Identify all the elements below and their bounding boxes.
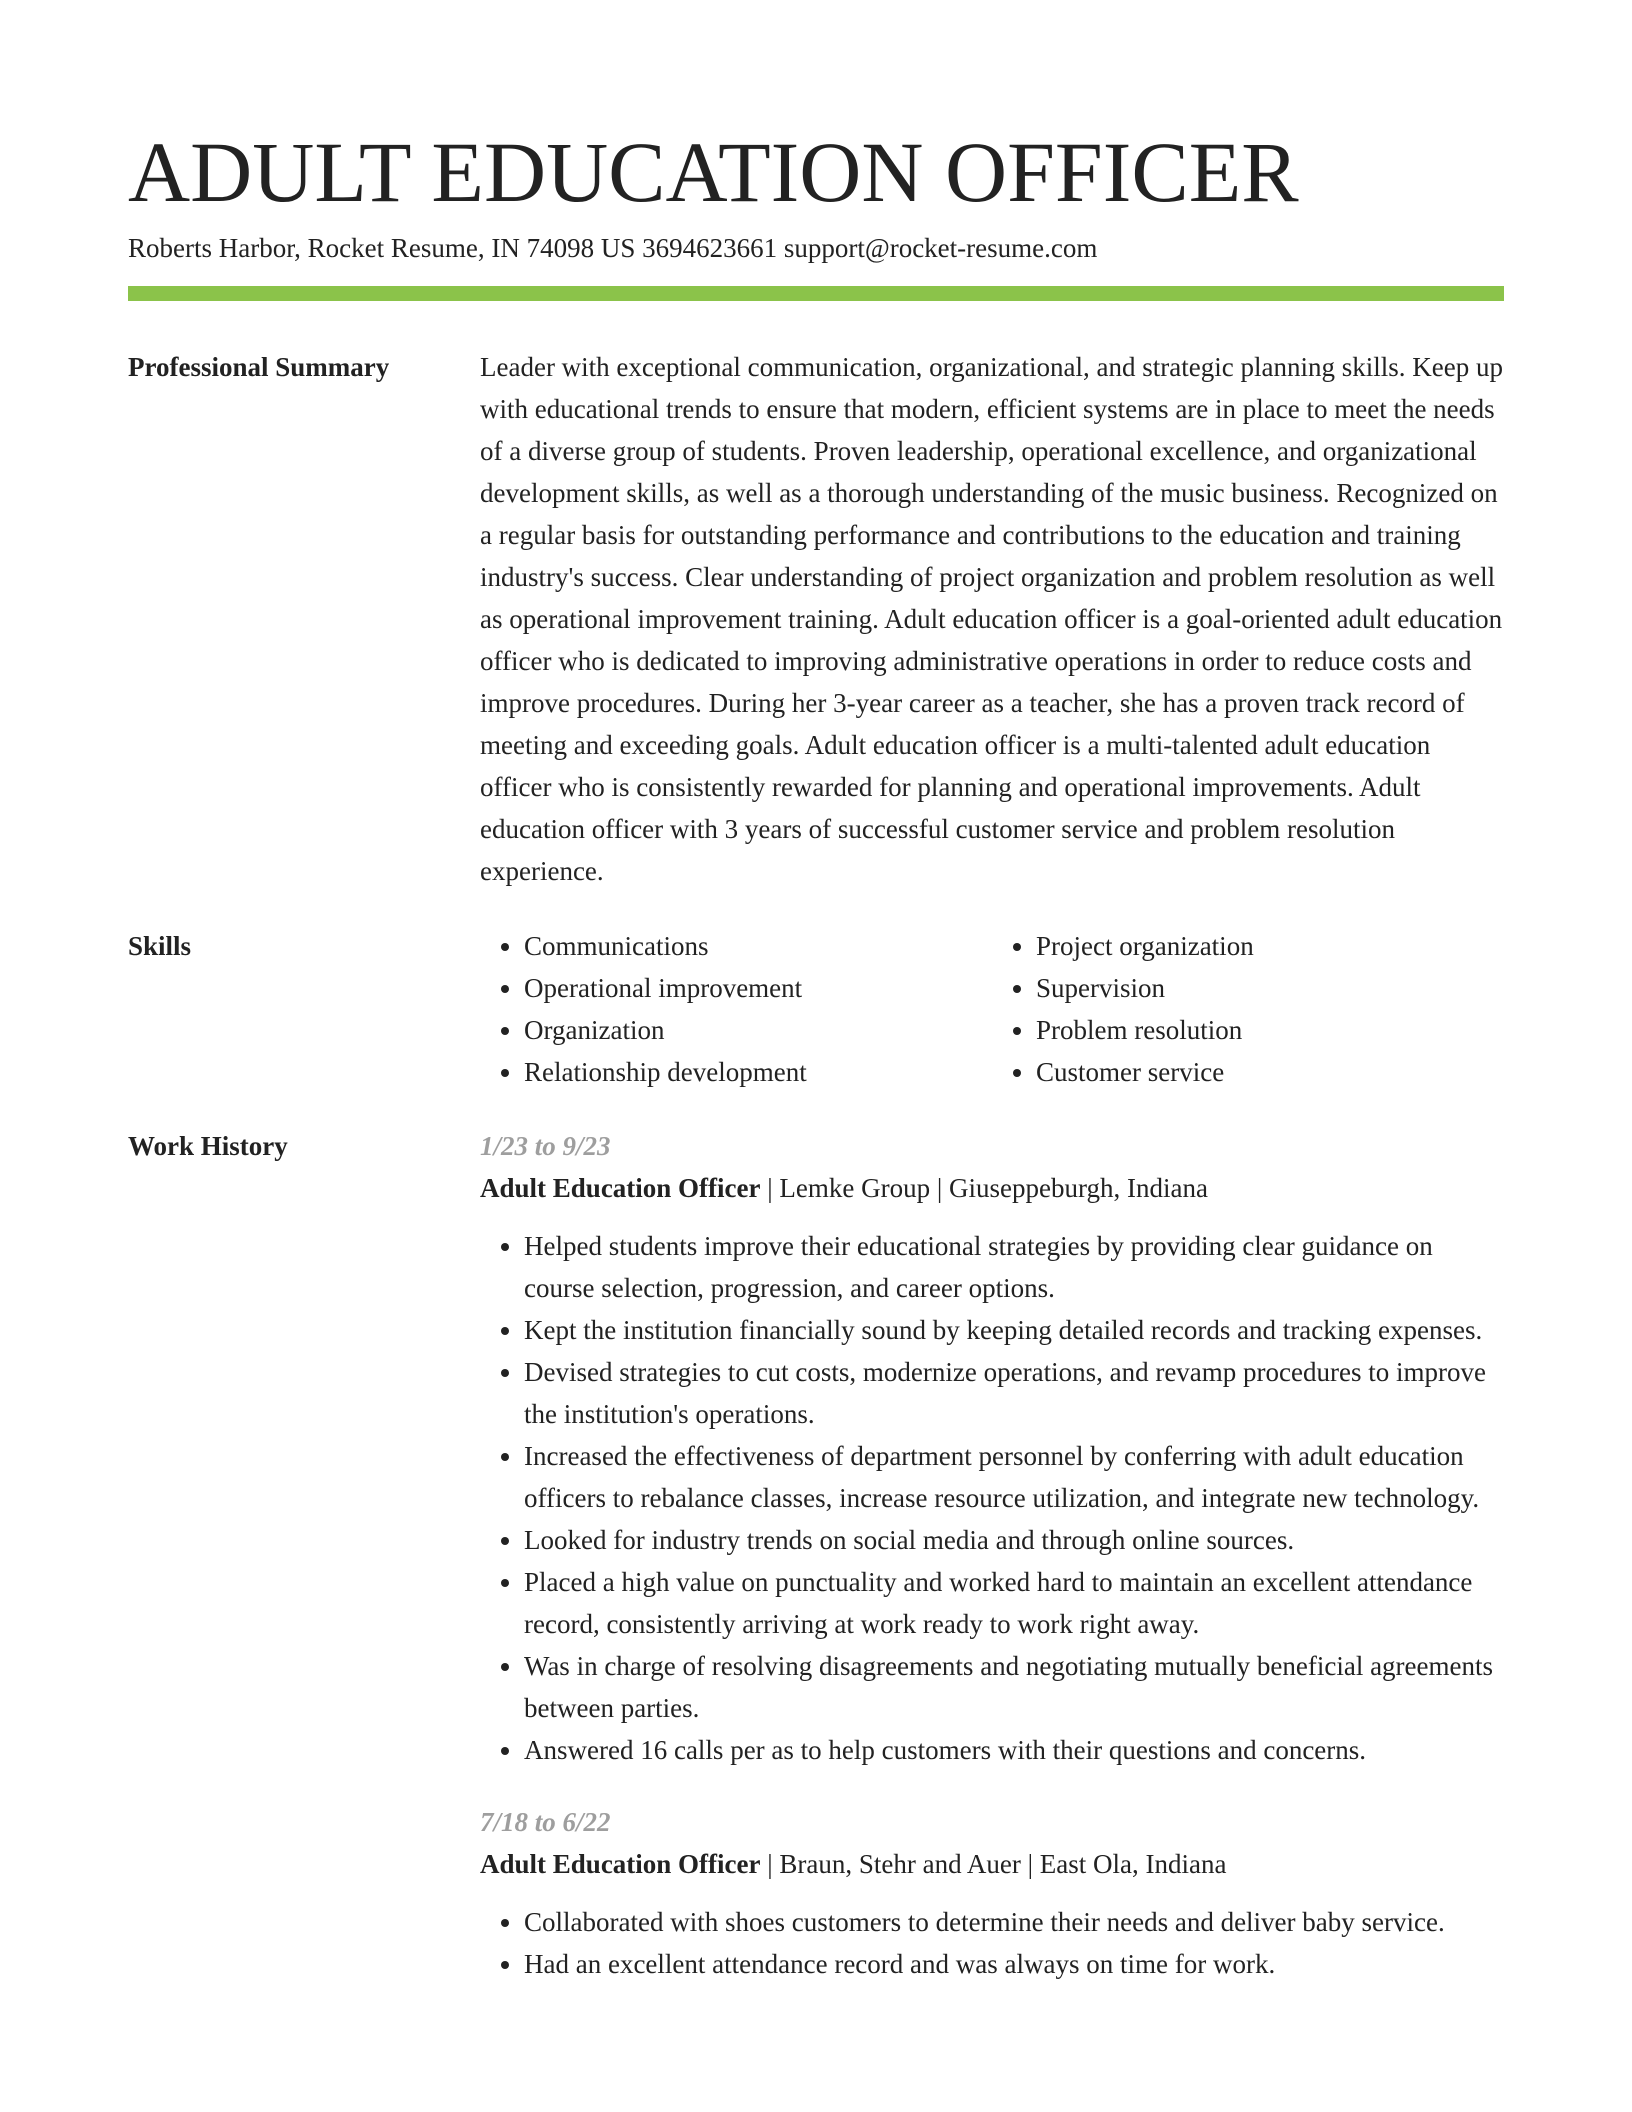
job-bullets [480, 1225, 1504, 1771]
job-entry [480, 1125, 1504, 1771]
job-dates: 1/23 to 9/23 [480, 1131, 611, 1161]
skill-item: • Project organization [1036, 925, 1504, 967]
summary-body [480, 346, 1504, 892]
job-employer: | Braun, Stehr and Auer | East Ola, Indiana [760, 1849, 1227, 1879]
resume-name: ADULT EDUCATION OFFICER [128, 124, 1299, 220]
job-bullet: • Looked for industry trends on social media and through online sources. [524, 1519, 1504, 1561]
job-bullet: • Helped students improve their educational strategies by providing clear guidance on course selection, progression, and career options. [524, 1225, 1504, 1309]
skill-item: • Problem resolution [1036, 1009, 1504, 1051]
work-heading: Work History [128, 1131, 288, 1161]
skill-item: • Communications [524, 925, 992, 967]
job-bullet: • Placed a high value on punctuality and worked hard to maintain an excellent attendance record, consistently arriving at work ready to work right away. [524, 1561, 1504, 1645]
header-divider [128, 286, 1504, 301]
skill-item: • Relationship development [524, 1051, 992, 1093]
summary-text: Leader with exceptional communication, organizational, and strategic planning skills. Keep up with educational trends to ensure that modern, efficient systems are in place to meet the needs of a diverse group of students. Proven leadership, operational excellence, and organizational development skills, as well as a thorough understanding of the music business. Recognized on a regular basis for outstanding performance and contributions to the education and training industry's success. Clear understanding of project organization and problem resolution as well as operational improvement training. Adult education officer is a goal-oriented adult education officer who is dedicated to improving administrative operations in order to reduce costs and improve procedures. During her 3-year career as a teacher, she has a proven track record of meeting and exceeding goals. Adult education officer is a multi-talented adult education officer who is consistently rewarded for planning and operational improvements. Adult education officer with 3 years of successful customer service and problem resolution experience. [480, 352, 1503, 886]
skills-columns [480, 925, 1504, 1093]
job-bullet: • Kept the institution financially sound by keeping detailed records and tracking expenses. [524, 1309, 1504, 1351]
skill-item: • Operational improvement [524, 967, 992, 1009]
job-employer: | Lemke Group | Giuseppeburgh, Indiana [760, 1173, 1208, 1203]
job-bullet: • Collaborated with shoes customers to determine their needs and deliver baby service. [524, 1901, 1504, 1943]
job-bullet: • Was in charge of resolving disagreements and negotiating mutually beneficial agreements between parties. [524, 1645, 1504, 1729]
skills-heading: Skills [128, 931, 192, 961]
job-entry [480, 1801, 1504, 1985]
job-heading [480, 1843, 1504, 1885]
job-bullets [480, 1901, 1504, 1985]
job-bullet: • Increased the effectiveness of department personnel by conferring with adult education officers to rebalance classes, increase resource utilization, and integrate new technology. [524, 1435, 1504, 1519]
work-body [480, 1125, 1504, 1985]
skill-item: • Customer service [1036, 1051, 1504, 1093]
skills-list-left [480, 925, 992, 1093]
job-title: Adult Education Officer [480, 1849, 761, 1879]
job-title: Adult Education Officer [480, 1173, 761, 1203]
job-dates: 7/18 to 6/22 [480, 1807, 611, 1837]
job-bullet: • Devised strategies to cut costs, modernize operations, and revamp procedures to improve the institution's operations. [524, 1351, 1504, 1435]
job-bullet: • Had an excellent attendance record and was always on time for work. [524, 1943, 1504, 1985]
skills-list-right [992, 925, 1504, 1093]
skills-body [480, 925, 1504, 1093]
summary-heading: Professional Summary [128, 352, 390, 382]
job-heading [480, 1167, 1504, 1209]
contact-info: Roberts Harbor, Rocket Resume, IN 74098 US 3694623661 support@rocket-resume.com [128, 233, 1098, 263]
skill-item: • Organization [524, 1009, 992, 1051]
job-bullet: • Answered 16 calls per as to help customers with their questions and concerns. [524, 1729, 1504, 1771]
skill-item: • Supervision [1036, 967, 1504, 1009]
